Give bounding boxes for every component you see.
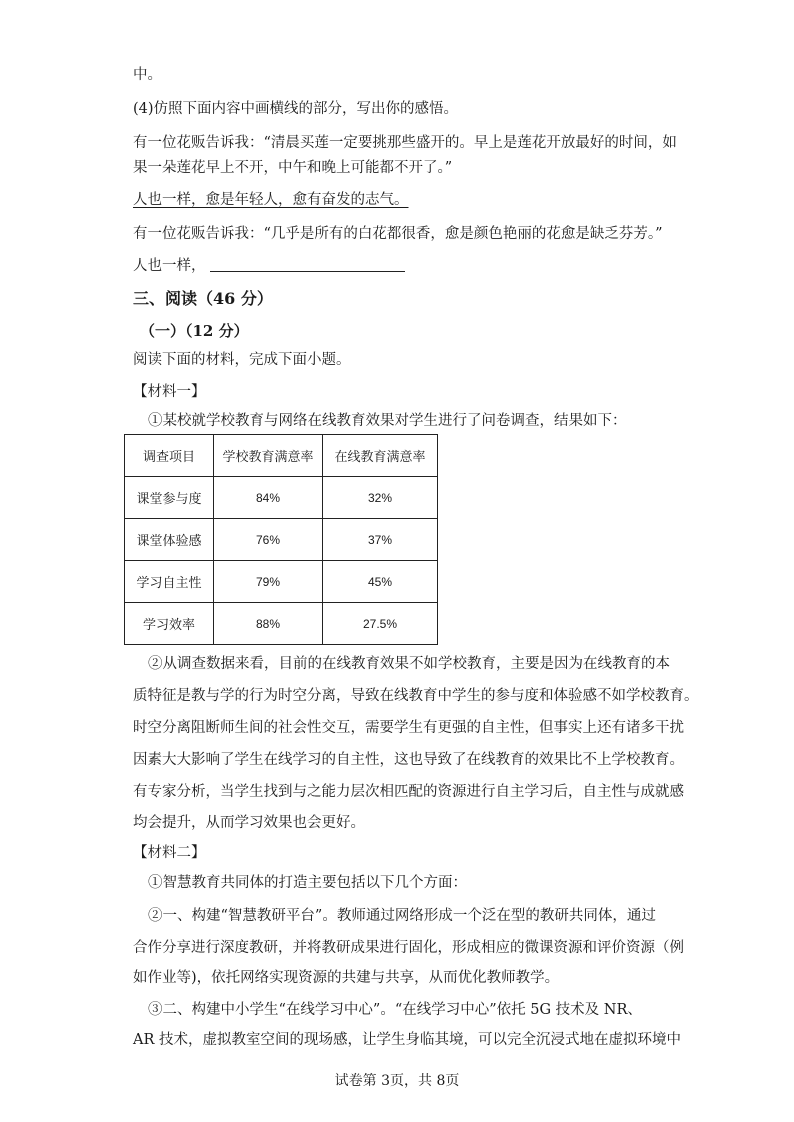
answer-prompt: 人也一样，	[133, 258, 206, 274]
answer-line	[133, 256, 405, 276]
paragraph-line: ①智慧教育共同体的打造主要包括以下几个方面：	[148, 875, 467, 891]
table-header: 调查项目	[125, 435, 214, 477]
page-footer: 试卷第 3页，共 8页	[334, 1073, 460, 1089]
answer-blank[interactable]	[210, 257, 405, 272]
text-line: 有一位花贩告诉我：“清晨买莲一定要挑那些盛开的。早上是莲花开放最好的时间，如	[133, 135, 677, 151]
text-line: 有一位花贩告诉我：“几乎是所有的白花都很香，愈是颜色艳丽的花愈是缺乏芬芳。”	[133, 226, 663, 242]
table-cell: 88%	[214, 603, 323, 645]
paragraph-line: ②从调查数据来看，目前的在线教育效果不如学校教育，主要是因为在线教育的本	[148, 656, 670, 672]
paragraph-line: 因素大大影响了学生在线学习的自主性，这也导致了在线教育的效果比不上学校教育。	[133, 752, 684, 768]
table-cell: 学习效率	[125, 603, 214, 645]
table-header: 学校教育满意率	[214, 435, 323, 477]
instruction: 阅读下面的材料，完成下面小题。	[133, 352, 351, 368]
material-1-label: 【材料一】	[133, 384, 206, 400]
paragraph-line: ③二、构建中小学生“在线学习中心”。“在线学习中心”依托 5G 技术及 NR、	[148, 1002, 642, 1018]
table-cell: 课堂参与度	[125, 477, 214, 519]
table-cell: 84%	[214, 477, 323, 519]
paragraph-line: AR 技术，虚拟教室空间的现场感，让学生身临其境，可以完全沉浸式地在虚拟环境中	[133, 1032, 681, 1048]
survey-table	[124, 434, 438, 645]
table-cell: 课堂体验感	[125, 519, 214, 561]
table-cell: 学习自主性	[125, 561, 214, 603]
paragraph-line: 有专家分析，当学生找到与之能力层次相匹配的资源进行自主学习后，自主性与成就感	[133, 784, 684, 800]
table-header: 在线教育满意率	[323, 435, 438, 477]
table-row	[125, 561, 438, 603]
table-cell: 32%	[323, 477, 438, 519]
underlined-example: 人也一样，愈是年轻人，愈有奋发的志气。	[133, 192, 409, 208]
material-2-label: 【材料二】	[133, 845, 206, 861]
table-cell: 45%	[323, 561, 438, 603]
part-title: （一）（12 分）	[140, 322, 249, 340]
paragraph-line: 合作分享进行深度教研，并将教研成果进行固化，形成相应的微课资源和评价资源（例	[133, 940, 684, 956]
table-row	[125, 519, 438, 561]
paragraph-line: 如作业等)，依托网络实现资源的共建与共享，从而优化教师教学。	[133, 970, 560, 986]
table-row	[125, 477, 438, 519]
paragraph-line: ②一、构建“智慧教研平台”。教师通过网络形成一个泛在型的教研共同体，通过	[148, 908, 656, 924]
question-4: (4)仿照下面内容中画横线的部分，写出你的感悟。	[133, 101, 459, 117]
material-1-intro: ①某校就学校教育与网络在线教育效果对学生进行了问卷调查，结果如下：	[148, 413, 627, 429]
paragraph-line: 质特征是教与学的行为时空分离，导致在线教育中学生的参与度和体验感不如学校教育。	[133, 688, 699, 704]
table-cell: 79%	[214, 561, 323, 603]
table-row	[125, 603, 438, 645]
paragraph-line: 均会提升，从而学习效果也会更好。	[133, 815, 365, 831]
table-header-row	[125, 435, 438, 477]
text-line: 果一朵莲花早上不开，中午和晚上可能都不开了。”	[133, 160, 453, 176]
table-cell: 27.5%	[323, 603, 438, 645]
section-title: 三、阅读（46 分）	[133, 289, 273, 308]
text-line: 中。	[133, 67, 162, 83]
table-cell: 37%	[323, 519, 438, 561]
table-cell: 76%	[214, 519, 323, 561]
paragraph-line: 时空分离阻断师生间的社会性交互，需要学生有更强的自主性，但事实上还有诸多干扰	[133, 720, 684, 736]
